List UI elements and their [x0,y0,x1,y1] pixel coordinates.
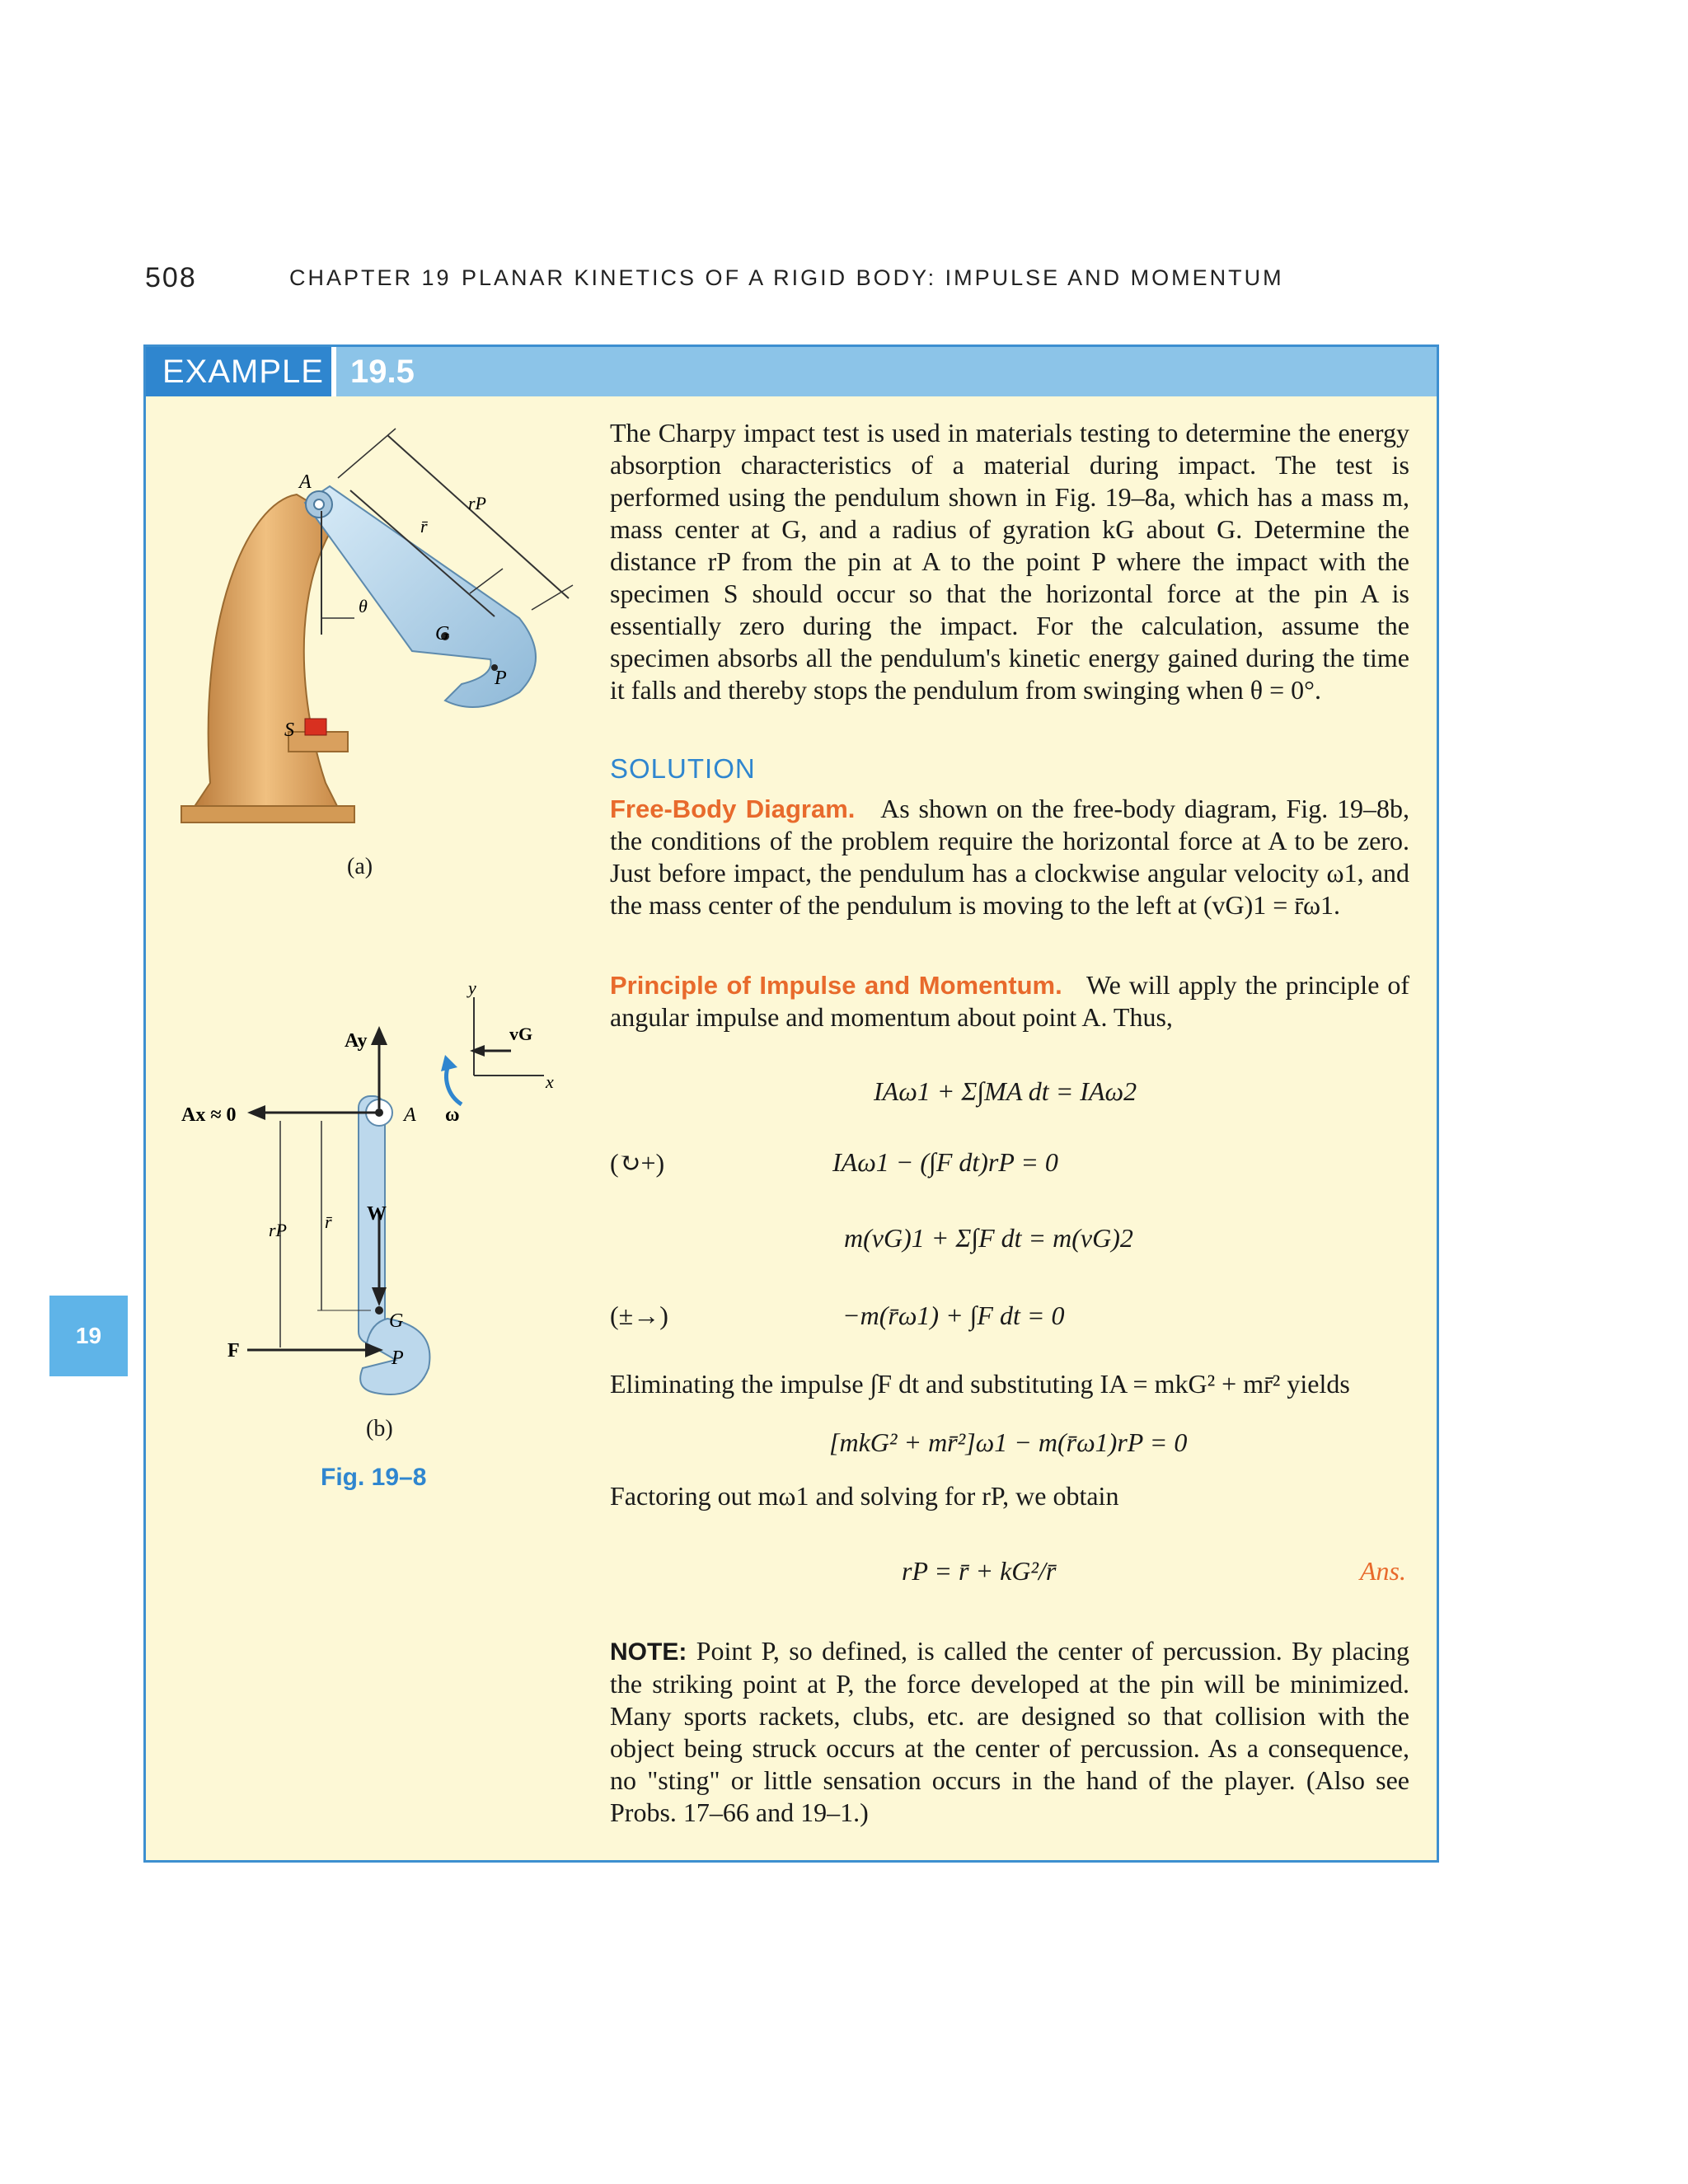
figure-a-caption: (a) [347,854,373,879]
equation-tag-linear: (±→) [610,1301,668,1330]
equation-tag-moment: (↻+) [610,1148,665,1178]
equation-2: IAω1 − (∫F dt)rP = 0 [832,1147,1058,1177]
fig-b-label-G: G [389,1310,404,1332]
header-divider [331,347,336,396]
figure-b-free-body-diagram [165,981,593,1426]
problem-statement: The Charpy impact test is used in materials testing to determine the energy absorption characteristics of a material during impact. The test is performed using the pendulum shown in Fig. 19–8a, which has a mass m, mass center at G, and a radius of gyration kG about G. Determine the distance rP from the pin at A to the point P where the impact with the specimen S should occur so that the horizontal force at the pin A is essentially zero during the impact. For the calculation, assume the specimen absorbs all the pendulum's kinetic energy gained during the time it falls and thereby stops the pendulum from swinging when θ = 0°. [610,418,1409,705]
fig-a-label-G: G [435,623,450,644]
fig-a-label-A: A [299,471,312,493]
principle-text: We will apply the principle of angular impulse and momentum about point A. Thus, [610,970,1410,1032]
fig-b-label-rbar: r̄ [325,1212,332,1232]
note-paragraph [610,1635,1409,1829]
fbd-heading: Free-Body Diagram. [610,794,856,823]
fig-b-label-F: F [227,1340,240,1361]
fig-b-label-P: P [392,1347,404,1369]
factoring-text: Factoring out mω1 and solving for rP, we obtain [610,1481,1119,1511]
equation-5: [mkG² + mr̄²]ω1 − m(r̄ω1)rP = 0 [829,1427,1188,1457]
page-number: 508 [145,262,197,293]
fig-b-label-Ay: Ay [345,1030,368,1052]
fig-a-label-theta: θ [359,596,368,616]
example-header [146,347,1437,396]
fbd-text: As shown on the free-body diagram, Fig. 19–8b, the conditions of the problem require the horizontal force at A to be zero. Just before impact, the pendulum has a clockwise angular velocity ω1, and the mass center of the pendulum is moving to the left at (vG)1 = r̄ω1. [610,794,1410,920]
fig-b-label-Ax: Ax ≈ 0 [181,1104,237,1126]
chapter-title: PLANAR KINETICS OF A RIGID BODY: IMPULSE AND MOMENTUM [462,265,1284,290]
fbd-paragraph [610,793,1409,921]
equation-3: m(vG)1 + Σ∫F dt = m(vG)2 [844,1223,1133,1253]
fig-b-label-vG: vG [509,1024,533,1044]
solution-heading: SOLUTION [610,753,756,784]
chapter-side-tab: 19 [49,1296,128,1376]
figure-b-caption: (b) [366,1416,393,1441]
equation-1: IAω1 + Σ∫MA dt = IAω2 [874,1076,1137,1106]
note-label: NOTE: [610,1638,687,1666]
fig-b-label-W: W [367,1203,387,1225]
chapter-label: CHAPTER 19 [289,265,452,290]
fig-b-label-omega: ω [445,1104,460,1126]
fig-a-label-rP: rP [468,493,486,513]
running-head [145,262,1464,295]
fig-a-label-P: P [495,668,507,689]
fig-b-label-rP: rP [269,1220,287,1240]
figure-a-pendulum [165,412,593,874]
eliminating-text: Eliminating the impulse ∫F dt and substituting IA = mkG² + mr̄² yields [610,1369,1350,1399]
principle-heading: Principle of Impulse and Momentum. [610,971,1062,1000]
specimen-s [305,719,326,735]
note-text: Point P, so defined, is called the center of percussion. By placing the striking point at P, the force developed at the pin will be minimized. Many sports rackets, clubs, etc. are designed so that collision with the object being struck occurs at the center of percussion. As a consequence, no "sting" or little sensation occurs in the hand of the player. (Also see Probs. 17–66 and 19–1.) [610,1636,1410,1827]
answer-label: Ans. [1360,1556,1406,1586]
equation-6: rP = r̄ + kG²/r̄ [902,1556,1057,1586]
principle-paragraph [610,969,1409,1033]
example-label: EXAMPLE [146,347,331,396]
example-number: 19.5 [350,354,415,390]
figure-title: Fig. 19–8 [321,1464,427,1491]
fig-b-label-x: x [546,1071,554,1092]
fig-b-label-A: A [404,1104,416,1126]
fig-b-label-y: y [468,981,476,998]
fig-a-label-S: S [284,719,294,741]
equation-4: −m(r̄ω1) + ∫F dt = 0 [842,1301,1065,1330]
fig-a-label-rbar: r̄ [420,516,428,537]
